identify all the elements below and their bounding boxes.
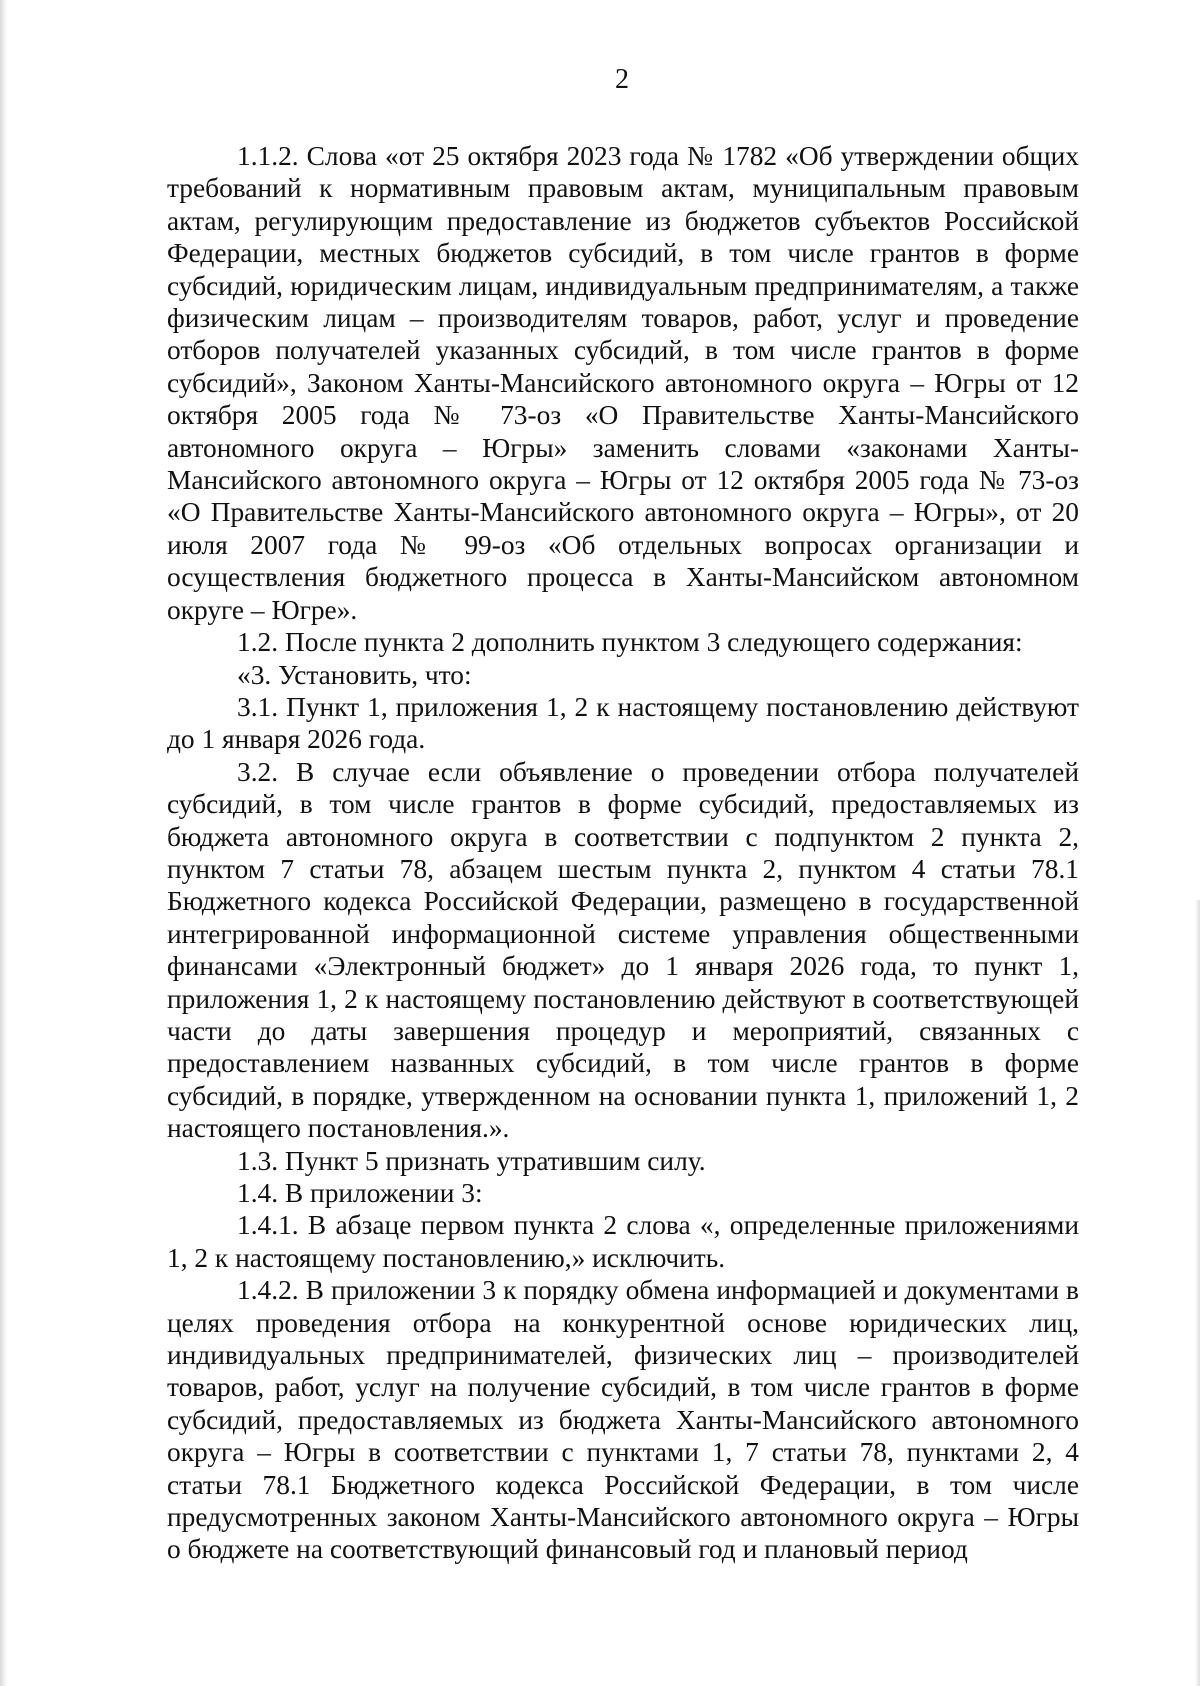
scan-edge-left [0, 0, 8, 1686]
paragraph-1-4-1: 1.4.1. В абзаце первом пункта 2 слова «, определенные приложениями 1, 2 к настоящему постановлению,» исключить. [167, 1210, 1079, 1273]
page-number: 2 [615, 64, 629, 95]
paragraph-1-4: 1.4. В приложении 3: [237, 1178, 483, 1208]
paragraph-1-4-2: 1.4.2. В приложении 3 к порядку обмена информацией и документами в целях проведения отбора на конкурентной основе юридических лиц, индивидуальных предпринимателей, физических лиц – производителей товаров, работ, услуг на получение субсидий, в том числе грантов в форме субсидий, предоставляемых из бюджета Ханты-Мансийского автономного округа – Югры в соответствии с пунктами 1, 7 статьи 78, пунктами 2, 4 статьи 78.1 Бюджетного кодекса Российской Федерации, в том числе предусмотренных законом Ханты-Мансийского автономного округа – Югры о бюджете на соответствующий финансовый год и плановый период [167, 1275, 1079, 1565]
paragraph-1-2: 1.2. После пункта 2 дополнить пунктом 3 следующего содержания: [237, 627, 1023, 658]
scan-edge-right [1195, 900, 1200, 1686]
paragraph-3-2: 3.2. В случае если объявление о проведении отбора получателей субсидий, в том числе грантов в форме субсидий, предоставляемых из бюджета автономного округа в соответствии с подпунктом 2 пункта 2, пунктом 7 статьи 78, абзацем шестым пункта 2, пунктом 4 статьи 78.1 Бюджетного кодекса Российской Федерации, размещено в государственной интегрированной информационной системе управления общественными финансами «Электронный бюджет» до 1 января 2026 года, то пункт 1, приложения 1, 2 к настоящему постановлению действуют в соответствующей части до даты завершения процедур и мероприятий, связанных с предоставлением названных субсидий, в том числе грантов в форме субсидий, в порядке, утвержденном на основании пункта 1, приложений 1, 2 настоящего постановления.». [167, 756, 1079, 1144]
paragraph-1-3: 1.3. Пункт 5 признать утратившим силу. [237, 1145, 706, 1176]
paragraph-3-intro: «3. Установить, что: [237, 659, 472, 690]
paragraph-1-1-2: 1.1.2. Слова «от 25 октября 2023 года № 1782 «Об утверждении общих требований к нормативным правовым актам, муниципальным правовым актам, регулирующим предоставление из бюджетов субъектов Российской Федерации, местных бюджетов субсидий, в том числе грантов в форме субсидий, юридическим лицам, индивидуальным предпринимателям, а также физическим лицам – производителям товаров, работ, услуг и проведение отборов получателей указанных субсидий, в том числе грантов в форме субсидий», Законом Ханты-Мансийского автономного округа – Югры от 12 октября 2005 года № 73-оз «О Правительстве Ханты-Мансийского автономного округа – Югры» заменить словами «законами Ханты-Мансийского автономного округа – Югры от 12 октября 2005 года № 73-оз «О Правительстве Ханты-Мансийского автономного округа – Югры», от 20 июля 2007 года № 99-оз «Об отдельных вопросах организации и осуществления бюджетного процесса в Ханты-Мансийском автономном округе – Югре». [167, 141, 1079, 625]
document-body [167, 140, 1079, 1566]
paragraph-3-1: 3.1. Пункт 1, приложения 1, 2 к настоящему постановлению действуют до 1 января 2026 года. [167, 691, 1079, 755]
